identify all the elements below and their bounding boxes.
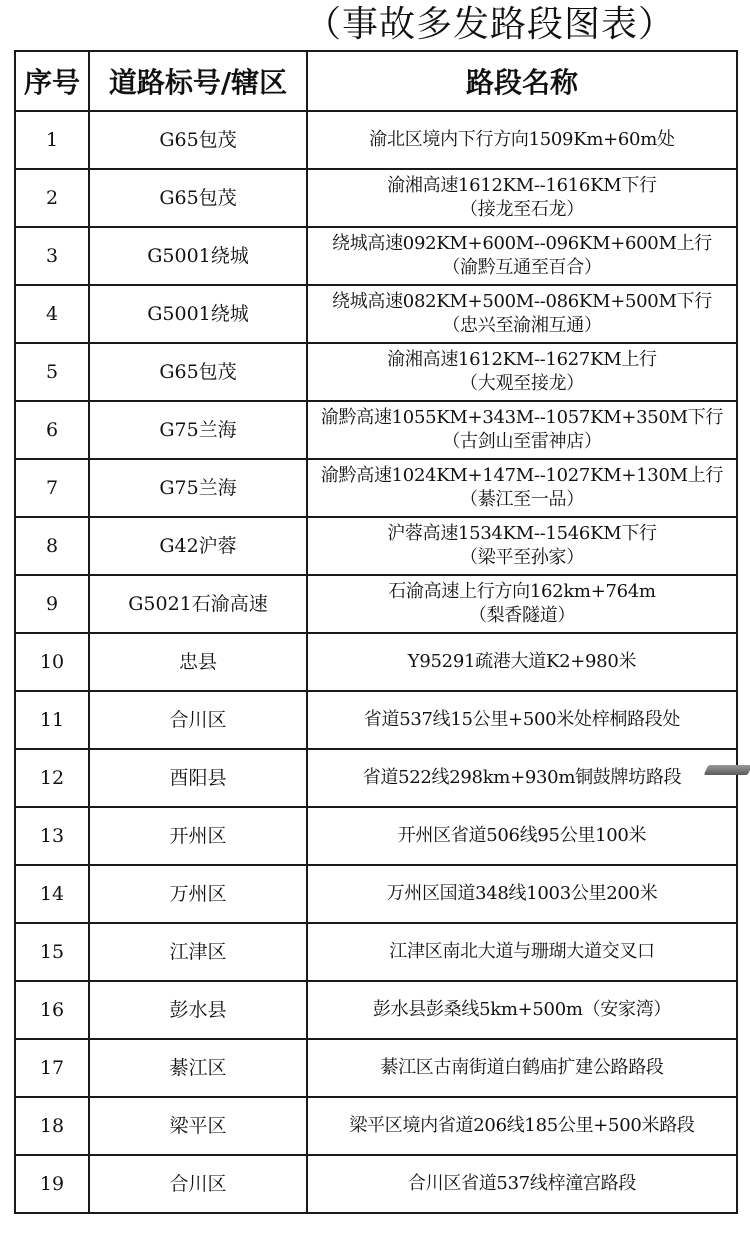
row-road-number: G65包茂 bbox=[89, 111, 307, 169]
row-index: 3 bbox=[15, 227, 89, 285]
section-name-line: 渝湘高速1612KM--1627KM上行 bbox=[387, 349, 657, 370]
row-section-name bbox=[307, 749, 737, 807]
row-index: 17 bbox=[15, 1039, 89, 1097]
row-index: 19 bbox=[15, 1155, 89, 1213]
row-road-number: G75兰海 bbox=[89, 401, 307, 459]
row-section-name bbox=[307, 575, 737, 633]
row-road-number: G5001绕城 bbox=[89, 227, 307, 285]
table-row bbox=[15, 807, 737, 865]
row-road-number: 酉阳县 bbox=[89, 749, 307, 807]
table-row bbox=[15, 343, 737, 401]
table-row bbox=[15, 749, 737, 807]
row-index: 7 bbox=[15, 459, 89, 517]
row-index: 12 bbox=[15, 749, 89, 807]
row-road-number: G5021石渝高速 bbox=[89, 575, 307, 633]
section-name-line: 渝黔高速1055KM+343M--1057KM+350M下行 bbox=[320, 407, 724, 428]
section-name-line: 梁平区境内省道206线185公里+500米路段 bbox=[349, 1115, 695, 1136]
section-name-line: 沪蓉高速1534KM--1546KM下行 bbox=[387, 523, 657, 544]
row-road-number: 合川区 bbox=[89, 1155, 307, 1213]
table-row bbox=[15, 1039, 737, 1097]
accident-road-table bbox=[14, 50, 738, 1214]
row-section-name bbox=[307, 1097, 737, 1155]
row-index: 11 bbox=[15, 691, 89, 749]
header-section-name: 路段名称 bbox=[307, 51, 737, 111]
header-road-number: 道路标号/辖区 bbox=[89, 51, 307, 111]
section-name-subline: （大观至接龙） bbox=[460, 373, 584, 394]
row-section-name bbox=[307, 691, 737, 749]
row-index: 6 bbox=[15, 401, 89, 459]
row-index: 1 bbox=[15, 111, 89, 169]
row-section-name bbox=[307, 401, 737, 459]
row-road-number: 梁平区 bbox=[89, 1097, 307, 1155]
section-name-line: 合川区省道537线梓潼宫路段 bbox=[407, 1173, 637, 1194]
row-index: 10 bbox=[15, 633, 89, 691]
row-index: 5 bbox=[15, 343, 89, 401]
row-index: 18 bbox=[15, 1097, 89, 1155]
table-row bbox=[15, 169, 737, 227]
section-name-line: 彭水县彭桑线5km+500m（安家湾） bbox=[372, 999, 672, 1020]
row-index: 4 bbox=[15, 285, 89, 343]
row-road-number: 万州区 bbox=[89, 865, 307, 923]
row-section-name bbox=[307, 517, 737, 575]
row-section-name bbox=[307, 343, 737, 401]
table-header-row bbox=[15, 51, 737, 111]
section-name-line: 省道522线298km+930m铜鼓牌坊路段 bbox=[362, 767, 682, 788]
row-section-name bbox=[307, 285, 737, 343]
row-index: 9 bbox=[15, 575, 89, 633]
row-section-name bbox=[307, 1039, 737, 1097]
row-road-number: 合川区 bbox=[89, 691, 307, 749]
row-section-name bbox=[307, 633, 737, 691]
table-row bbox=[15, 691, 737, 749]
section-name-subline: （梁平至孙家） bbox=[460, 547, 584, 568]
row-index: 13 bbox=[15, 807, 89, 865]
row-road-number: G42沪蓉 bbox=[89, 517, 307, 575]
section-name-line: 万州区国道348线1003公里200米 bbox=[386, 883, 658, 904]
section-name-subline: （古剑山至雷神店） bbox=[442, 431, 602, 452]
table-row bbox=[15, 575, 737, 633]
table-row bbox=[15, 285, 737, 343]
section-name-line: 石渝高速上行方向162km+764m bbox=[388, 581, 656, 602]
section-name-line: 绕城高速082KM+500M--086KM+500M下行 bbox=[332, 291, 712, 312]
header-index: 序号 bbox=[15, 51, 89, 111]
row-road-number: 江津区 bbox=[89, 923, 307, 981]
row-section-name bbox=[307, 865, 737, 923]
section-name-line: 省道537线15公里+500米处梓桐路段处 bbox=[363, 709, 681, 730]
table-row bbox=[15, 401, 737, 459]
table-row bbox=[15, 865, 737, 923]
section-name-line: 江津区南北大道与珊瑚大道交叉口 bbox=[389, 941, 655, 962]
row-index: 14 bbox=[15, 865, 89, 923]
row-road-number: G65包茂 bbox=[89, 343, 307, 401]
table-row bbox=[15, 517, 737, 575]
section-name-subline: （渝黔互通至百合） bbox=[442, 257, 602, 278]
row-road-number: 彭水县 bbox=[89, 981, 307, 1039]
row-index: 15 bbox=[15, 923, 89, 981]
row-road-number: 綦江区 bbox=[89, 1039, 307, 1097]
accident-road-table-container bbox=[14, 50, 736, 1214]
row-section-name bbox=[307, 459, 737, 517]
section-name-line: Y95291疏港大道K2+980米 bbox=[407, 651, 637, 672]
row-index: 8 bbox=[15, 517, 89, 575]
row-section-name bbox=[307, 169, 737, 227]
table-row bbox=[15, 1097, 737, 1155]
row-road-number: G75兰海 bbox=[89, 459, 307, 517]
row-section-name bbox=[307, 111, 737, 169]
row-section-name bbox=[307, 1155, 737, 1213]
section-name-line: 渝北区境内下行方向1509Km+60m处 bbox=[369, 129, 675, 150]
section-name-subline: （梨香隧道） bbox=[468, 605, 576, 626]
scroll-handle[interactable] bbox=[704, 765, 750, 775]
table-row bbox=[15, 111, 737, 169]
section-name-line: 渝黔高速1024KM+147M--1027KM+130M上行 bbox=[320, 465, 724, 486]
table-row bbox=[15, 1155, 737, 1213]
row-index: 16 bbox=[15, 981, 89, 1039]
table-row bbox=[15, 227, 737, 285]
section-name-line: 开州区省道506线95公里100米 bbox=[397, 825, 647, 846]
row-section-name bbox=[307, 227, 737, 285]
section-name-subline: （接龙至石龙） bbox=[460, 199, 584, 220]
table-body bbox=[15, 111, 737, 1213]
table-row bbox=[15, 633, 737, 691]
row-section-name bbox=[307, 981, 737, 1039]
section-name-line: 绕城高速092KM+600M--096KM+600M上行 bbox=[332, 233, 712, 254]
row-road-number: 开州区 bbox=[89, 807, 307, 865]
table-row bbox=[15, 923, 737, 981]
section-name-subline: （忠兴至渝湘互通） bbox=[442, 315, 602, 336]
table-row bbox=[15, 981, 737, 1039]
section-name-line: 渝湘高速1612KM--1616KM下行 bbox=[387, 175, 657, 196]
row-road-number: 忠县 bbox=[89, 633, 307, 691]
row-index: 2 bbox=[15, 169, 89, 227]
row-road-number: G5001绕城 bbox=[89, 285, 307, 343]
section-name-line: 綦江区古南街道白鹤庙扩建公路路段 bbox=[380, 1057, 664, 1078]
page-title: （事故多发路段图表） bbox=[304, 4, 675, 45]
section-name-subline: （綦江至一品） bbox=[460, 489, 584, 510]
row-section-name bbox=[307, 807, 737, 865]
row-section-name bbox=[307, 923, 737, 981]
table-row bbox=[15, 459, 737, 517]
row-road-number: G65包茂 bbox=[89, 169, 307, 227]
